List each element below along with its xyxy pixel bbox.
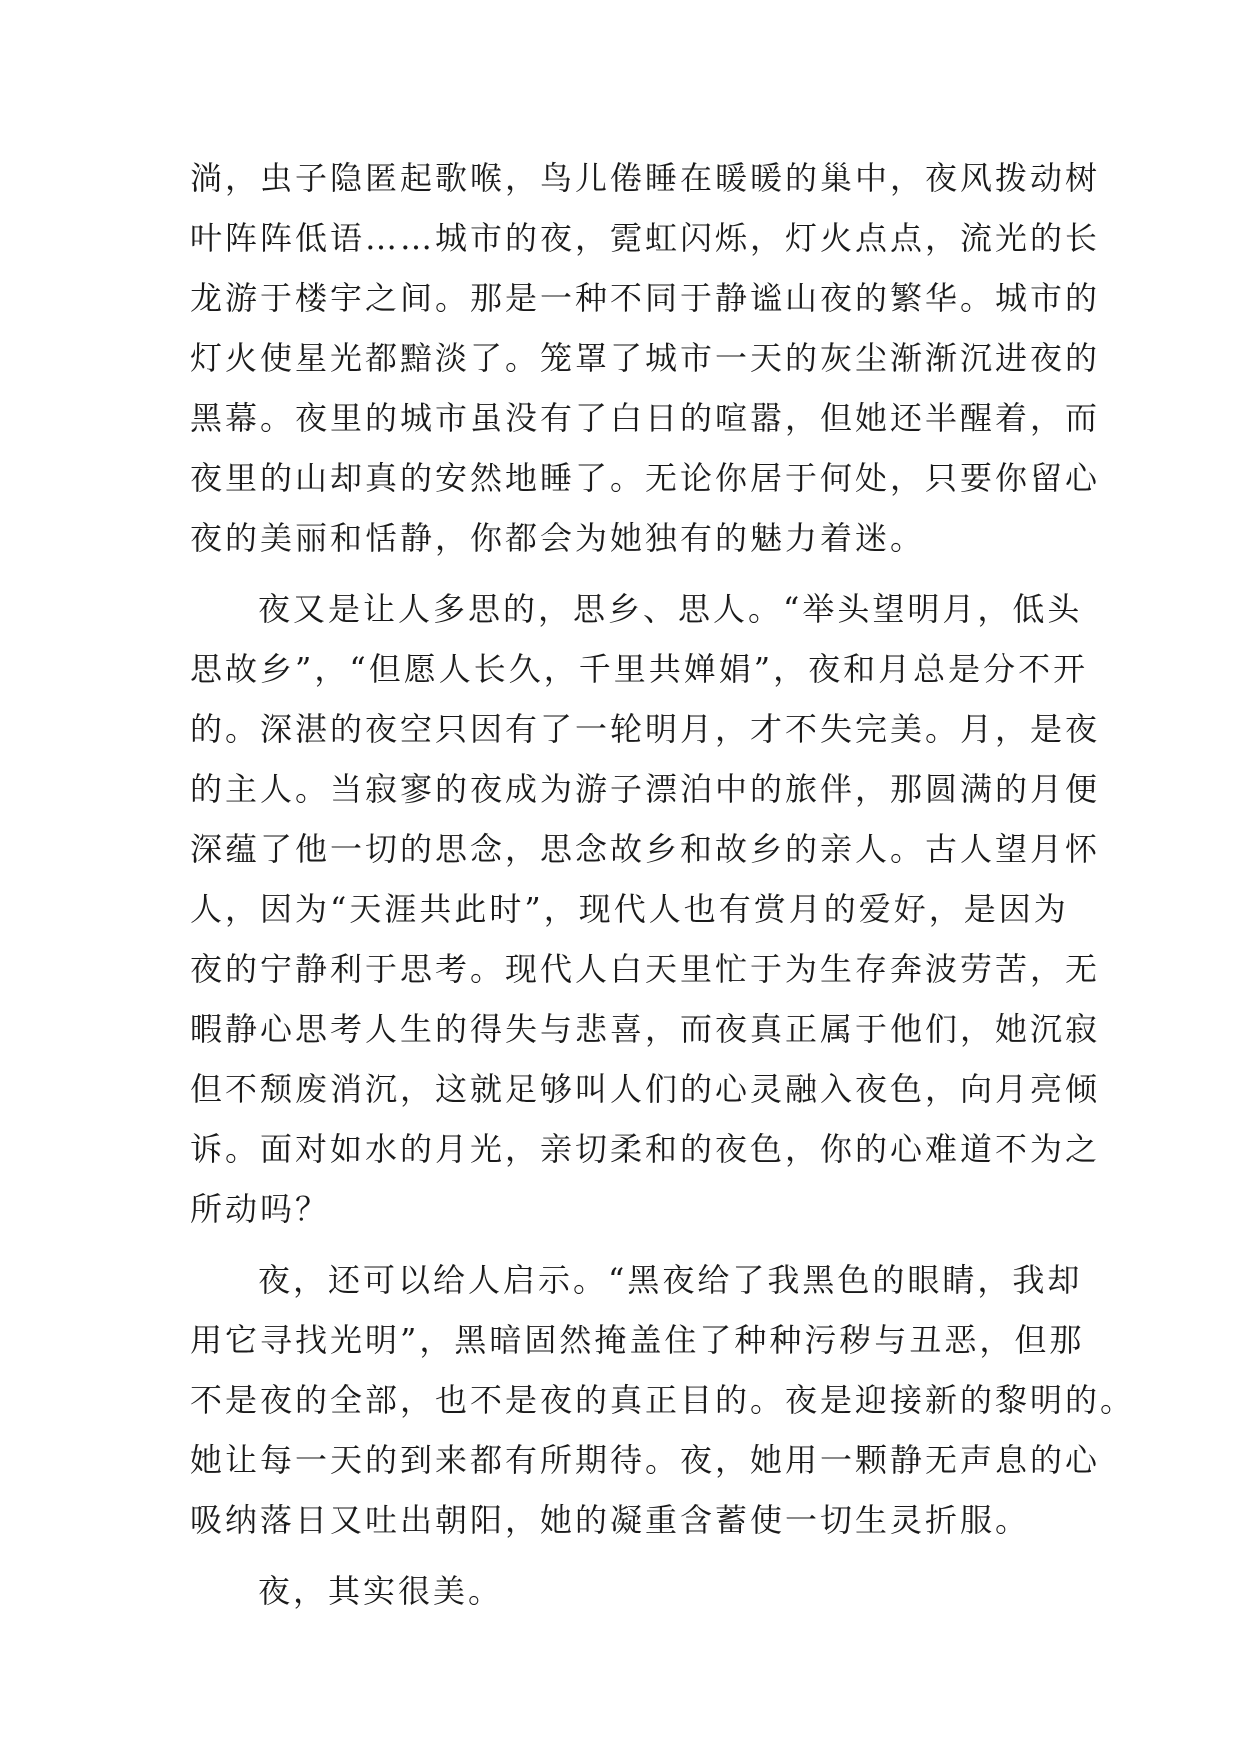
text-line: 所动吗？	[190, 1190, 331, 1228]
text-line: 用它寻找光明”，黑暗固然掩盖住了种种污秽与丑恶，但那	[190, 1321, 1085, 1359]
text-line: 不是夜的全部，也不是夜的真正目的。夜是迎接新的黎明的。	[190, 1381, 1136, 1419]
text-line: 夜，其实很美。	[258, 1572, 504, 1610]
text-line: 灯火使星光都黯淡了。笼罩了城市一天的灰尘渐渐沉进夜的	[190, 339, 1101, 377]
text-line: 但不颓废消沉，这就足够叫人们的心灵融入夜色，向月亮倾	[190, 1070, 1101, 1108]
text-line: 深蕴了他一切的思念，思念故乡和故乡的亲人。古人望月怀	[190, 830, 1101, 868]
text-line: 夜里的山却真的安然地睡了。无论你居于何处，只要你留心	[190, 459, 1101, 497]
text-line: 夜，还可以给人启示。“黑夜给了我黑色的眼睛，我却	[258, 1261, 1083, 1299]
text-line: 吸纳落日又吐出朝阳，她的凝重含蓄使一切生灵折服。	[190, 1501, 1031, 1539]
text-line: 人，因为“天涯共此时”，现代人也有赏月的爱好，是因为	[190, 890, 1069, 928]
text-line: 诉。面对如水的月光，亲切柔和的夜色，你的心难道不为之	[190, 1130, 1101, 1168]
text-line: 叶阵阵低语……城市的夜，霓虹闪烁，灯火点点，流光的长	[190, 219, 1101, 257]
text-line: 黑幕。夜里的城市虽没有了白日的喧嚣，但她还半醒着，而	[190, 399, 1101, 437]
text-line: 龙游于楼宇之间。那是一种不同于静谧山夜的繁华。城市的	[190, 279, 1101, 317]
text-line: 夜又是让人多思的，思乡、思人。“举头望明月，低头	[258, 590, 1083, 628]
text-line: 暇静心思考人生的得失与悲喜，而夜真正属于他们，她沉寂	[190, 1010, 1101, 1048]
text-line: 思故乡”，“但愿人长久，千里共婵娟”，夜和月总是分不开	[190, 650, 1089, 688]
text-line: 她让每一天的到来都有所期待。夜，她用一颗静无声息的心	[190, 1441, 1101, 1479]
text-line: 夜的美丽和恬静，你都会为她独有的魅力着迷。	[190, 519, 926, 557]
text-line: 夜的宁静利于思考。现代人白天里忙于为生存奔波劳苦，无	[190, 950, 1101, 988]
text-line: 的。深湛的夜空只因有了一轮明月，才不失完美。月，是夜	[190, 710, 1101, 748]
body-text	[190, 148, 1136, 1621]
text-line: 的主人。当寂寥的夜成为游子漂泊中的旅伴，那圆满的月便	[190, 770, 1101, 808]
text-line: 淌，虫子隐匿起歌喉，鸟儿倦睡在暖暖的巢中，夜风拨动树	[190, 159, 1101, 197]
